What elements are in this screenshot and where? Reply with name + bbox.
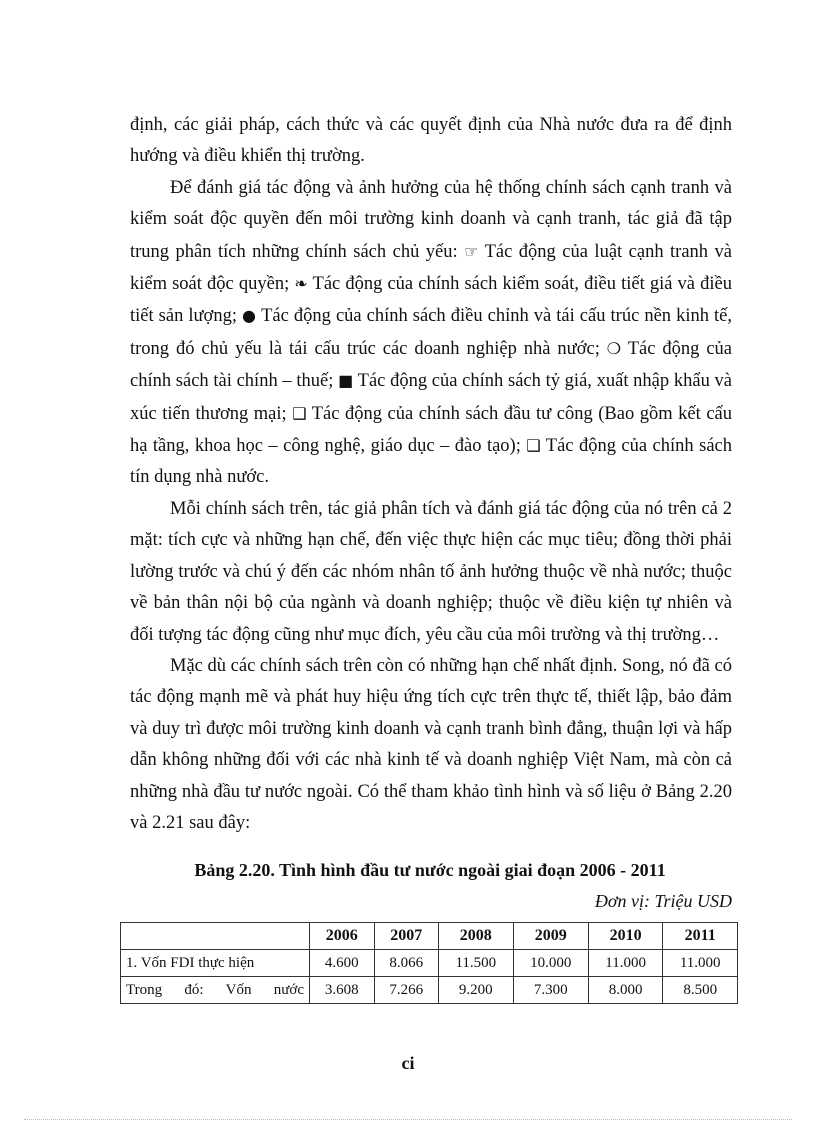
paragraph-2 [130, 173, 732, 494]
table-cell: 4.600 [310, 950, 375, 977]
policy-item-6: Tác động của chính sách đầu tư công (Bao gồm kết cấu hạ tầng, khoa học – công nghệ, giáo dục – đào tạo); [130, 403, 732, 457]
policy-item-1: Tác động của luật cạnh tranh và kiểm soát độc quyền; [130, 241, 732, 295]
table-row [121, 977, 738, 1004]
table-cell: 8.000 [588, 977, 663, 1004]
paragraph-2-intro: Để đánh giá tác động và ảnh hưởng của hệ thống chính sách cạnh tranh và kiểm soát độc quyền đến môi trường kinh doanh và cạnh tranh, tác giả đã tập trung phân tích những chính sách chủ yếu: [130, 177, 732, 262]
year-header: 2009 [513, 923, 588, 950]
paragraph-1: định, các giải pháp, cách thức và các quyết định của Nhà nước đưa ra để định hướng và điều khiển thị trường. [130, 115, 732, 167]
year-header: 2008 [439, 923, 514, 950]
policy-item-7: Tác động của chính sách tín dụng nhà nước. [130, 436, 732, 488]
policy-item-5: Tác động của chính sách tỷ giá, xuất nhập khẩu và xúc tiến thương mại; [130, 371, 732, 424]
table-caption: Bảng 2.20. Tình hình đầu tư nước ngoài giai đoạn 2006 - 2011 [194, 860, 666, 880]
year-header: 2011 [663, 923, 738, 950]
table-cell: 9.200 [439, 977, 514, 1004]
filled-circle-icon: ● [242, 306, 257, 326]
table-cell: 11.500 [439, 950, 514, 977]
page-number: ci [401, 1053, 415, 1073]
table-cell: 8.066 [374, 950, 439, 977]
year-header: 2010 [588, 923, 663, 950]
table-row [121, 950, 738, 977]
row-label: Trong đó: Vốn nước [121, 977, 310, 1004]
policy-item-3: Tác động của chính sách điều chỉnh và tái cấu trúc nền kinh tế, trong đó chủ yếu là tái cấu trúc các doanh nghiệp nhà nước; [130, 306, 733, 359]
table-cell: 7.300 [513, 977, 588, 1004]
year-header: 2006 [310, 923, 375, 950]
hollow-square-icon: ❑ [526, 436, 541, 456]
filled-square-icon: ■ [338, 371, 354, 391]
row-label: 1. Vốn FDI thực hiện [121, 950, 310, 977]
body-text [130, 110, 732, 839]
table-cell: 7.266 [374, 977, 439, 1004]
hollow-square-icon: ❑ [292, 403, 307, 423]
table-cell: 8.500 [663, 977, 738, 1004]
hollow-circle-icon: ❍ [606, 338, 622, 358]
fdi-table [120, 922, 738, 1004]
header-label-cell [121, 923, 310, 950]
paragraph-4: Mặc dù các chính sách trên còn có những hạn chế nhất định. Song, nó đã có tác động mạnh mẽ và phát huy hiệu ứng tích cực trên thực tế, thiết lập, bảo đảm và duy trì được môi trường kinh doanh và cạnh tranh bình đẳng, thuận lợi và hấp dẫn không những đối với các nhà kinh tế và doanh nghiệp Việt Nam, mà còn cả những nhà đầu tư nước ngoài. Có thể tham khảo tình hình và số liệu ở Bảng 2.20 và 2.21 sau đây: [130, 655, 732, 833]
table-unit: Đơn vị: Triệu USD [594, 891, 732, 911]
policy-item-2: Tác động của chính sách kiểm soát, điều tiết giá và điều tiết sản lượng; [130, 274, 732, 327]
table-cell: 11.000 [588, 950, 663, 977]
table-cell: 10.000 [513, 950, 588, 977]
table-cell: 11.000 [663, 950, 738, 977]
floral-heart-icon: ❧ [294, 274, 308, 294]
pointing-hand-icon: ☞ [464, 241, 479, 261]
policy-item-4: Tác động của chính sách tài chính – thuế; [130, 338, 733, 392]
table-header-row [121, 923, 738, 950]
table-cell: 3.608 [310, 977, 375, 1004]
page-bottom-divider [24, 1119, 792, 1120]
year-header: 2007 [374, 923, 439, 950]
paragraph-3: Mỗi chính sách trên, tác giả phân tích và đánh giá tác động của nó trên cả 2 mặt: tích cực và những hạn chế, đến việc thực hiện các mục tiêu; đồng thời phải lường trước và chú ý đến các nhóm nhân tố ảnh hưởng thuộc về nhà nước; thuộc về bản thân nội bộ của ngành và doanh nghiệp; thuộc về điều kiện tự nhiên và đối tượng tác động cũng như mục đích, yêu cầu của môi trường và thị trường… [130, 498, 732, 645]
